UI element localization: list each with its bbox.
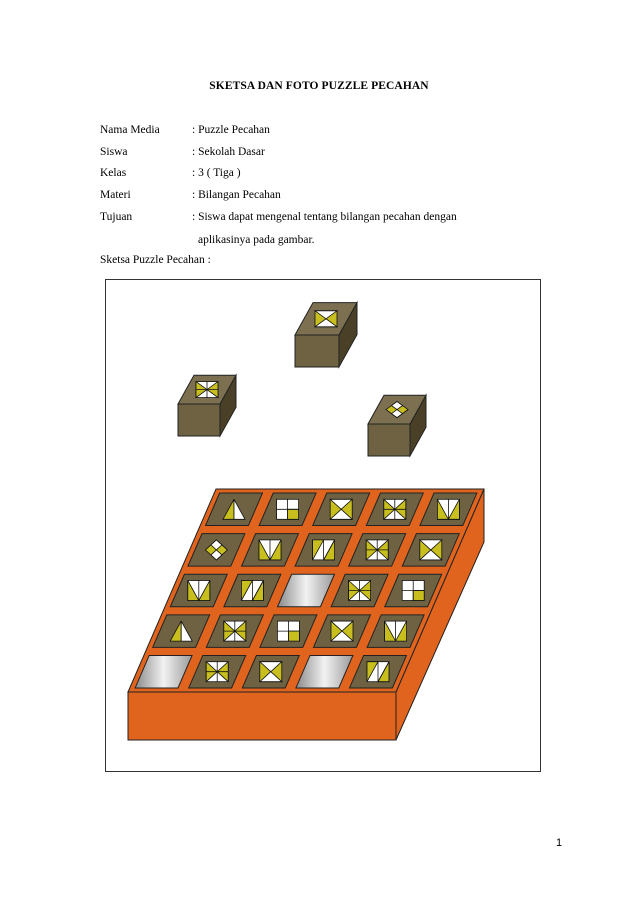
tujuan-continued: aplikasinya pada gambar.: [198, 234, 315, 246]
field-value: : Sekolah Dasar: [192, 146, 265, 158]
field-label: Siswa: [100, 146, 128, 158]
field-value: : Siswa dapat mengenal tentang bilangan pecahan dengan: [192, 211, 457, 223]
board-front: [128, 692, 396, 740]
field-value: : Puzzle Pecahan: [192, 124, 270, 136]
cube-top-center: [295, 303, 357, 367]
cube-right: [368, 395, 426, 456]
field-label: Nama Media: [100, 124, 160, 136]
field-label: Materi: [100, 189, 131, 201]
field-value: : 3 ( Tiga ): [192, 167, 241, 179]
document-title: SKETSA DAN FOTO PUZZLE PECAHAN: [209, 80, 429, 92]
cube-front: [178, 404, 220, 436]
sketch-caption: Sketsa Puzzle Pecahan :: [100, 254, 211, 266]
cube-front: [295, 335, 339, 367]
field-label: Kelas: [100, 167, 127, 179]
cube-left: [178, 375, 236, 436]
field-label: Tujuan: [100, 211, 133, 223]
icon-piece: [288, 631, 299, 641]
icon-piece: [413, 591, 424, 601]
cube-front: [368, 424, 410, 456]
icon-piece: [288, 509, 299, 519]
field-value: : Bilangan Pecahan: [192, 189, 281, 201]
page-number: 1: [556, 837, 563, 849]
